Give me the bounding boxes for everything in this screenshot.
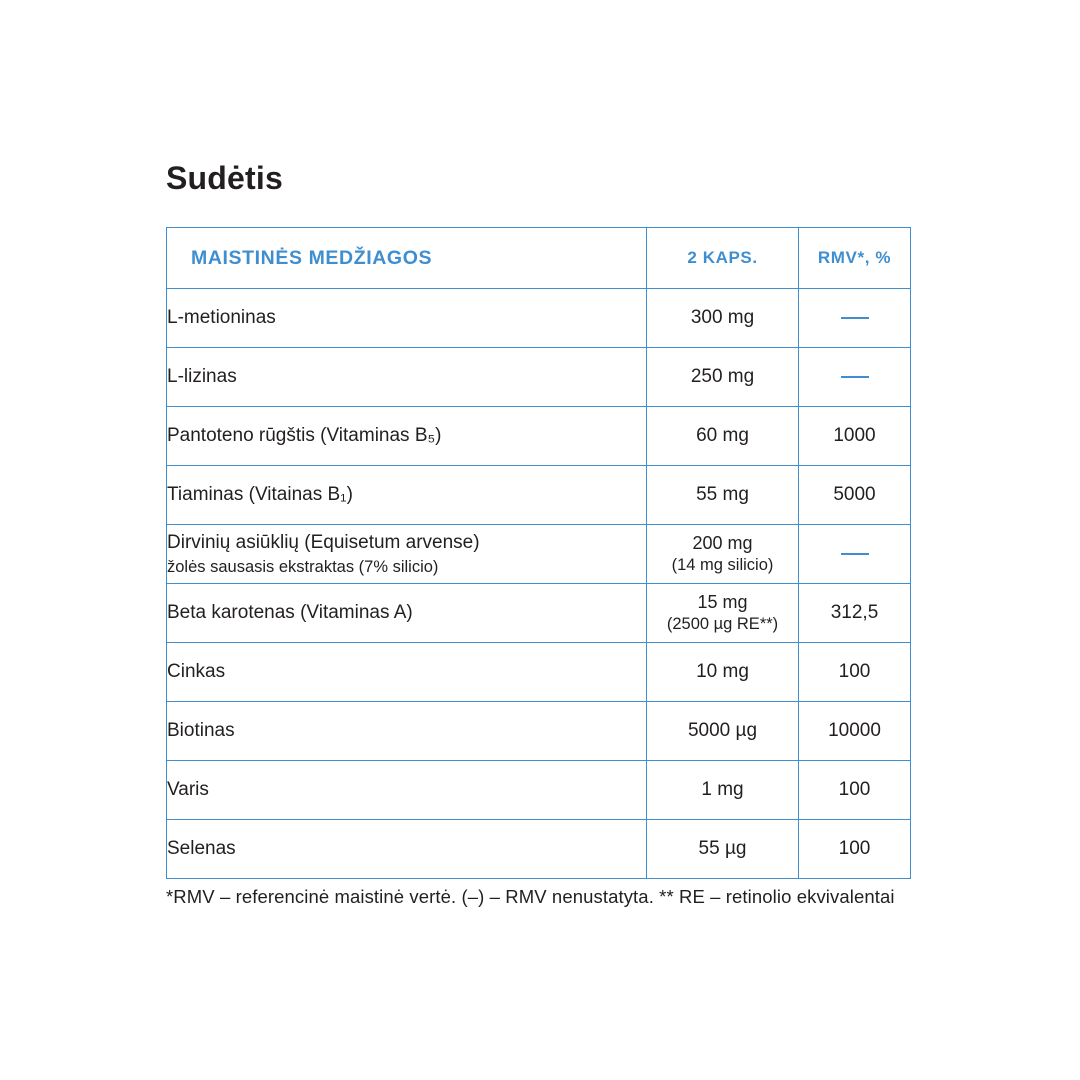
cell-nutrient-name: Varis: [167, 761, 647, 820]
cell-rmv: 312,5: [799, 584, 911, 643]
cell-rmv: 100: [799, 820, 911, 879]
cell-dose: 250 mg: [647, 348, 799, 407]
cell-dose: [647, 584, 799, 643]
cell-rmv: 1000: [799, 407, 911, 466]
table-body: [167, 289, 911, 879]
cell-nutrient-name: Cinkas: [167, 643, 647, 702]
dash-icon: [841, 317, 869, 319]
dose-sub: (2500 µg RE**): [666, 614, 779, 633]
cell-nutrient-name: Beta karotenas (Vitaminas A): [167, 584, 647, 643]
cell-nutrient-name: Biotinas: [167, 702, 647, 761]
cell-rmv: 100: [799, 761, 911, 820]
table-row: [167, 466, 911, 525]
dash-icon: [841, 376, 869, 378]
cell-rmv: 100: [799, 643, 911, 702]
cell-dose: 55 mg: [647, 466, 799, 525]
column-header-nutrients: MAISTINĖS MEDŽIAGOS: [167, 228, 647, 289]
table-row: [167, 407, 911, 466]
cell-nutrient-name: Pantoteno rūgštis (Vitaminas B₅): [167, 407, 647, 466]
cell-dose: 55 µg: [647, 820, 799, 879]
nutrition-table: [166, 227, 911, 879]
cell-rmv: [799, 348, 911, 407]
table-header-row: [167, 228, 911, 289]
footnote: *RMV – referencinė maistinė vertė. (–) – RMV nenustatyta. ** RE – retinolio ekvivalentai: [166, 886, 895, 907]
cell-nutrient-name: Selenas: [167, 820, 647, 879]
table-row: [167, 643, 911, 702]
cell-dose: 5000 µg: [647, 702, 799, 761]
table-row: [167, 525, 911, 584]
dose-sub: (14 mg silicio): [671, 555, 774, 574]
cell-nutrient-name: [167, 525, 647, 584]
dash-icon: [841, 553, 869, 555]
table-header: [167, 228, 911, 289]
table-row: [167, 820, 911, 879]
cell-dose: 1 mg: [647, 761, 799, 820]
cell-nutrient-name: L-lizinas: [167, 348, 647, 407]
nutrition-table-wrapper: [166, 227, 910, 879]
cell-dose: 60 mg: [647, 407, 799, 466]
cell-rmv: 10000: [799, 702, 911, 761]
cell-rmv: [799, 289, 911, 348]
table-row: [167, 584, 911, 643]
cell-nutrient-name: L-metioninas: [167, 289, 647, 348]
table-row: [167, 289, 911, 348]
cell-dose: [647, 525, 799, 584]
table-row: [167, 761, 911, 820]
column-header-rmv: RMV*, %: [799, 228, 911, 289]
cell-rmv: [799, 525, 911, 584]
nutrient-name-line2: žolės sausasis ekstraktas (7% silicio): [167, 557, 439, 576]
cell-dose: 10 mg: [647, 643, 799, 702]
column-header-dose: 2 KAPS.: [647, 228, 799, 289]
cell-dose: 300 mg: [647, 289, 799, 348]
cell-nutrient-name: Tiaminas (Vitainas B₁): [167, 466, 647, 525]
cell-rmv: 5000: [799, 466, 911, 525]
nutrient-name-line1: Dirvinių asiūklių (Equisetum arvense): [167, 532, 480, 554]
dose-main: 200 mg: [692, 533, 753, 554]
table-row: [167, 702, 911, 761]
page-title: Sudėtis: [166, 160, 283, 196]
dose-main: 15 mg: [697, 592, 748, 613]
table-row: [167, 348, 911, 407]
